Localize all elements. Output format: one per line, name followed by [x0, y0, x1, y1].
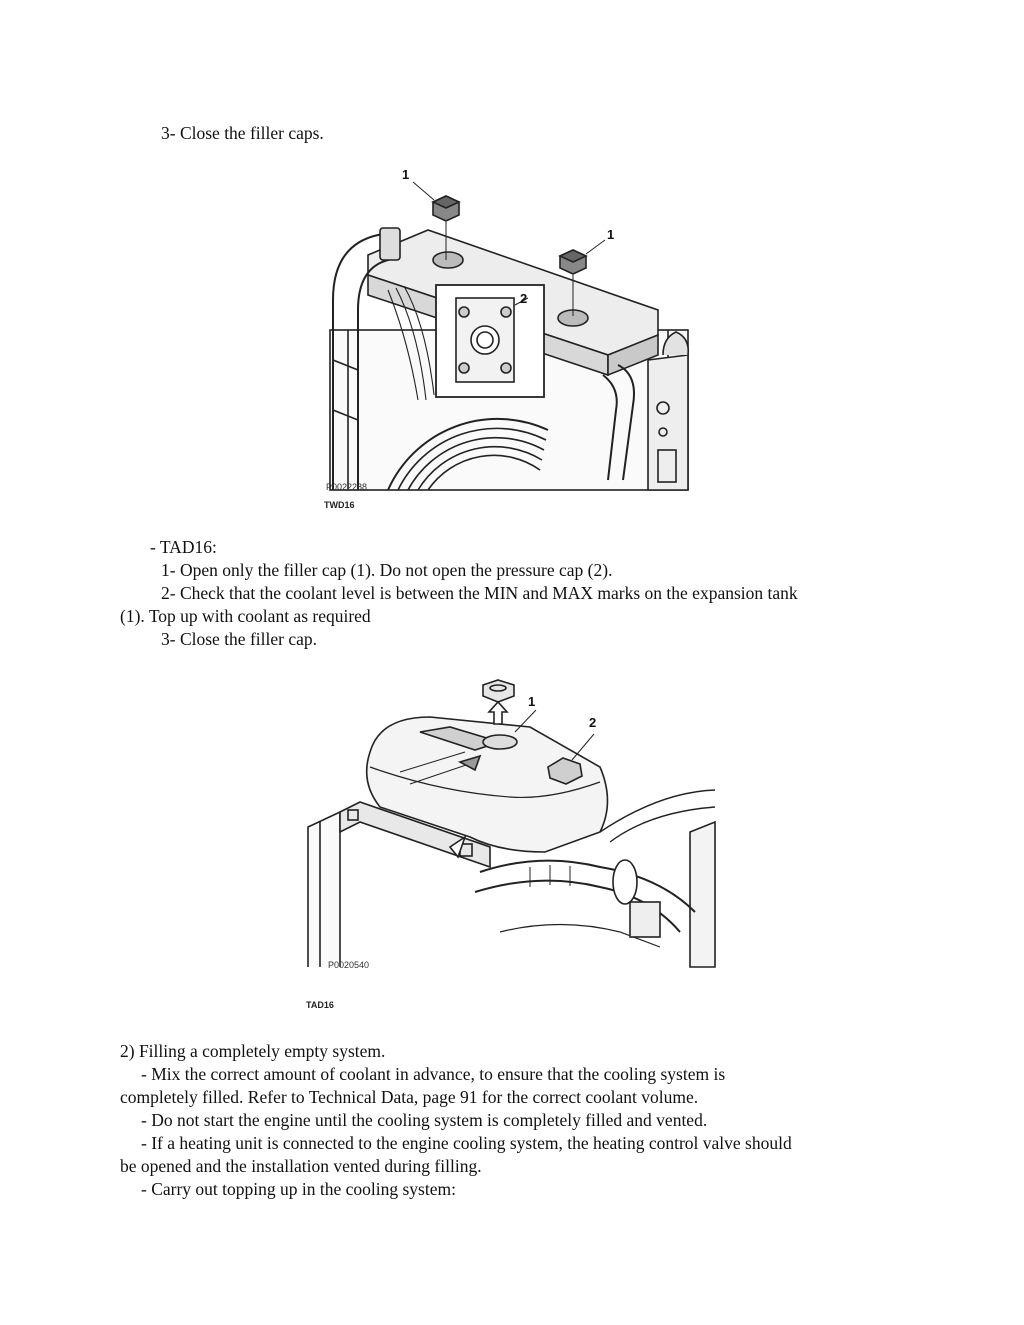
figure-twd16: [318, 160, 698, 515]
empty-system-bullet-2: - Do not start the engine until the cooling system is completely filled and vented.: [141, 1110, 708, 1130]
figure-caption: TWD16: [324, 500, 355, 510]
tad16-step-2-line-2: (1). Top up with coolant as required: [120, 606, 371, 626]
callout-1-right: 1: [607, 227, 615, 242]
figure-tad16: [300, 672, 720, 1017]
callout-1: 1: [528, 694, 536, 709]
empty-system-bullet-1-line-1: - Mix the correct amount of coolant in advance, to ensure that the cooling system is: [141, 1064, 726, 1084]
callout-1-left: 1: [402, 167, 410, 182]
tad16-heading: - TAD16:: [150, 537, 217, 557]
figure-caption: TAD16: [306, 1000, 334, 1010]
tad16-step-1: 1- Open only the filler cap (1). Do not open the pressure cap (2).: [161, 560, 613, 580]
figure-ref-code: P0022288: [326, 482, 368, 492]
tad16-step-2-line-1: 2- Check that the coolant level is between the MIN and MAX marks on the expansion tank: [161, 583, 798, 603]
step-close-filler-caps: 3- Close the filler caps.: [161, 123, 324, 143]
empty-system-heading: 2) Filling a completely empty system.: [120, 1041, 386, 1061]
empty-system-bullet-3-line-1: - If a heating unit is connected to the engine cooling system, the heating control valve should: [141, 1133, 792, 1153]
empty-system-bullet-4: - Carry out topping up in the cooling system:: [141, 1179, 456, 1199]
tad16-step-3: 3- Close the filler cap.: [161, 629, 317, 649]
empty-system-bullet-1-line-2: completely filled. Refer to Technical Data, page 91 for the correct coolant volume.: [120, 1087, 699, 1107]
callout-2: 2: [589, 715, 597, 730]
figure-ref-code: P0020540: [328, 960, 370, 970]
callout-2: 2: [520, 291, 528, 306]
detail-inset: [436, 285, 544, 397]
empty-system-bullet-3-line-2: be opened and the installation vented during filling.: [120, 1156, 482, 1176]
